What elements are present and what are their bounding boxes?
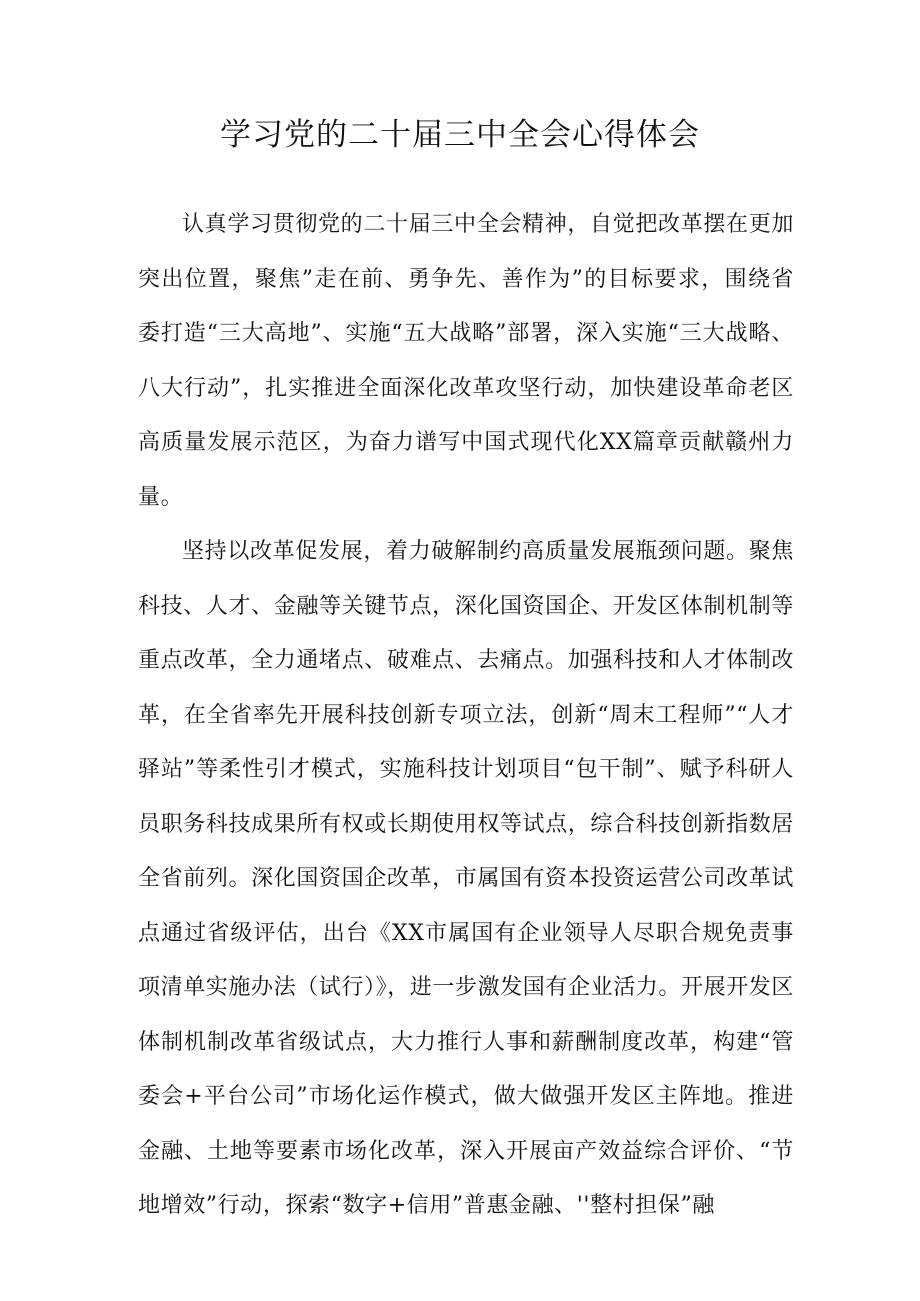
document-body (138, 198, 794, 1234)
document-title: 学习党的二十届三中全会心得体会 (220, 117, 700, 153)
paragraph-2: 坚持以改革促发展，着力破解制约高质量发展瓶颈问题。聚焦科技、人才、金融等关键节点，深化国资国企、开发区体制机制等重点改革，全力通堵点、破难点、去痛点。加强科技和人才体制改革，在全省率先开展科技创新专项立法，创新“周末工程师”“人才驿站”等柔性引才模式，实施科技计划项目“包干制”、赋予科研人员职务科技成果所有权或长期使用权等试点，综合科技创新指数居全省前列。深化国资国企改革，市属国有资本投资运营公司改革试点通过省级评估，出台《XX市属国有企业领导人尽职合规免责事项清单实施办法（试行）》，进一步激发国有企业活力。开展开发区体制机制改革省级试点，大力推行人事和薪酬制度改革，构建“管委会+平台公司”市场化运作模式，做大做强开发区主阵地。推进金融、土地等要素市场化改革，深入开展亩产效益综合评价、“节地增效”行动，探索“数字+信用”普惠金融、''整村担保”融 (138, 539, 795, 1218)
paragraph-1: 认真学习贯彻党的二十届三中全会精神，自觉把改革摆在更加突出位置，聚焦”走在前、勇争先、善作为”的目标要求，围绕省委打造“三大高地”、实施“五大战略”部署，深入实施“三大战略、八大行动”，扎实推进全面深化改革攻坚行动，加快建设革命老区高质量发展示范区，为奋力谱写中国式现代化XX篇章贡献赣州力量。 (138, 212, 794, 510)
